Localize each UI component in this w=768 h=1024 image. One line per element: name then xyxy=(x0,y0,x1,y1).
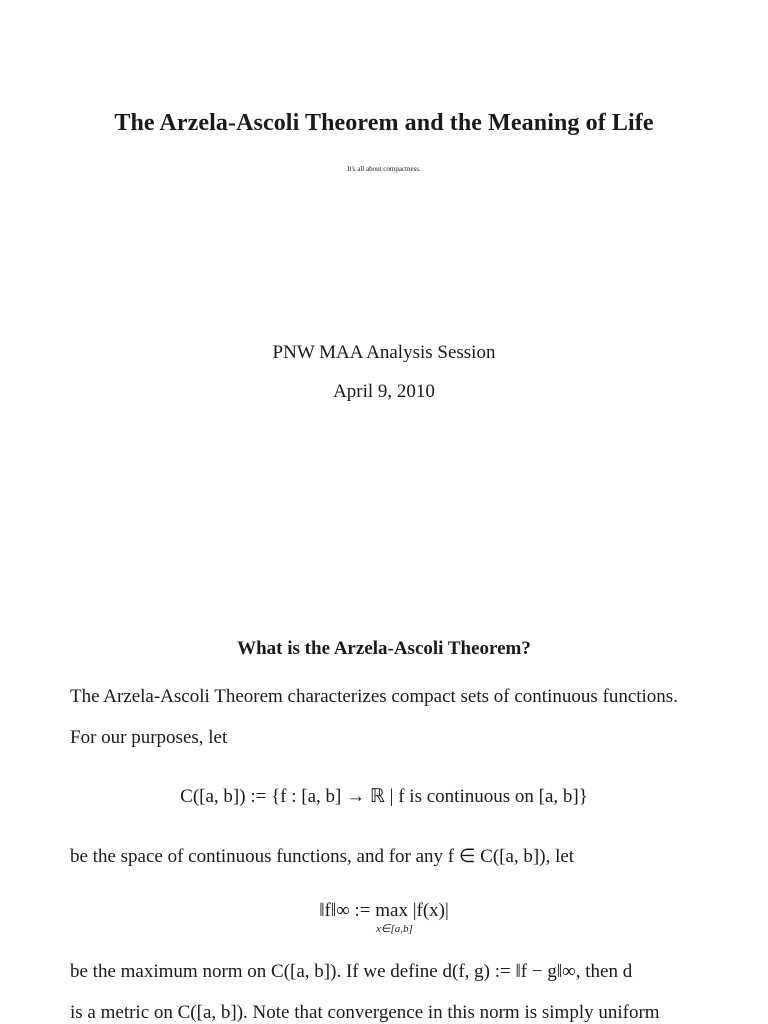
section-heading: What is the Arzela-Ascoli Theorem? xyxy=(237,638,531,659)
paragraph-line: be the maximum norm on C([a, b]). If we define d(f, g) := ‖f − g‖∞, then d xyxy=(70,961,633,982)
max-norm-expression: ‖f‖∞ := max |f(x)| xyxy=(319,900,449,921)
paragraph-line: is a metric on C([a, b]). Note that convergence in this norm is simply uniform xyxy=(70,1002,660,1023)
display-equation-max-norm xyxy=(0,900,768,935)
date-text: April 9, 2010 xyxy=(333,381,435,402)
venue-text: PNW MAA Analysis Session xyxy=(272,342,496,363)
paragraph-line: be the space of continuous functions, and for any f ∈ C([a, b]), let xyxy=(70,846,575,867)
document-title: The Arzela-Ascoli Theorem and the Meaning of Life xyxy=(114,110,654,136)
max-norm-subscript: x∈[a,b] xyxy=(376,923,413,935)
paragraph-line: For our purposes, let xyxy=(70,727,228,748)
paragraph-line: The Arzela-Ascoli Theorem characterizes compact sets of continuous functions. xyxy=(70,686,678,707)
document-subtitle: It's all about compactness. xyxy=(347,165,421,173)
display-equation-space-definition: C([a, b]) := {f : [a, b] → ℝ | f is continuous on [a, b]} xyxy=(180,786,588,807)
